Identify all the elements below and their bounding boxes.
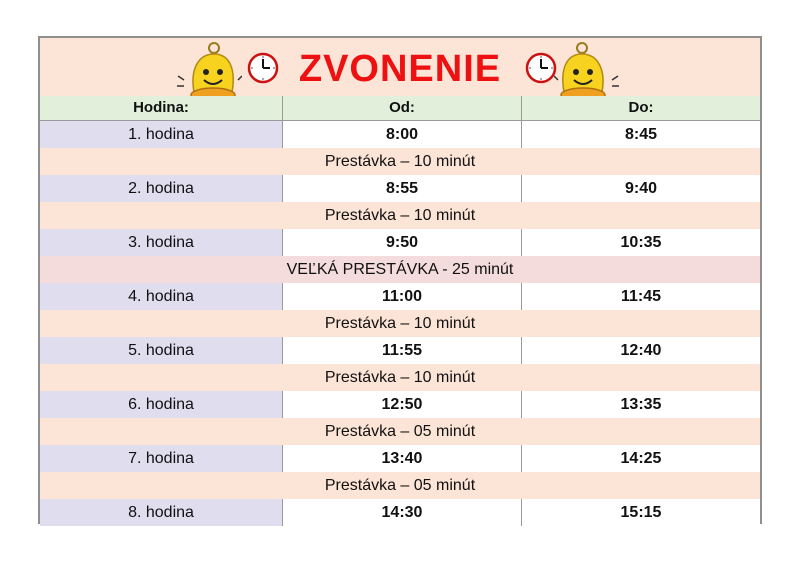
lesson-end-time: 12:40 xyxy=(522,337,760,364)
lesson-start-time: 8:55 xyxy=(283,175,522,202)
break-row xyxy=(40,202,760,230)
lesson-row xyxy=(40,229,760,257)
lesson-name: 1. hodina xyxy=(40,121,283,148)
schedule-sheet xyxy=(38,36,762,524)
lesson-row xyxy=(40,499,760,526)
lesson-start-time: 12:50 xyxy=(283,391,522,418)
lesson-end-time: 14:25 xyxy=(522,445,760,472)
lesson-end-time: 10:35 xyxy=(522,229,760,256)
break-label: Prestávka – 05 minút xyxy=(40,418,760,445)
break-label: Prestávka – 10 minút xyxy=(40,310,760,337)
lesson-start-time: 9:50 xyxy=(283,229,522,256)
lesson-name: 3. hodina xyxy=(40,229,283,256)
break-row xyxy=(40,148,760,176)
lesson-row xyxy=(40,445,760,473)
big-break-row xyxy=(40,256,760,284)
lesson-name: 8. hodina xyxy=(40,499,283,526)
lesson-row xyxy=(40,121,760,149)
title-band xyxy=(40,38,760,97)
lesson-row xyxy=(40,175,760,203)
lesson-end-time: 11:45 xyxy=(522,283,760,310)
lesson-name: 2. hodina xyxy=(40,175,283,202)
break-row xyxy=(40,364,760,392)
header-od: Od: xyxy=(283,96,522,121)
header-do: Do: xyxy=(522,96,760,121)
lesson-name: 4. hodina xyxy=(40,283,283,310)
page-title: ZVONENIE xyxy=(298,48,502,90)
lesson-name: 5. hodina xyxy=(40,337,283,364)
break-label: Prestávka – 10 minút xyxy=(40,364,760,391)
break-row xyxy=(40,418,760,446)
lesson-start-time: 11:00 xyxy=(283,283,522,310)
lesson-row xyxy=(40,337,760,365)
lesson-row xyxy=(40,283,760,311)
lesson-end-time: 8:45 xyxy=(522,121,760,148)
break-row xyxy=(40,472,760,500)
lesson-name: 7. hodina xyxy=(40,445,283,472)
lesson-end-time: 13:35 xyxy=(522,391,760,418)
clock-icon xyxy=(246,51,280,85)
lesson-end-time: 15:15 xyxy=(522,499,760,526)
lesson-name: 6. hodina xyxy=(40,391,283,418)
break-label: Prestávka – 10 minút xyxy=(40,202,760,229)
break-label: Prestávka – 10 minút xyxy=(40,148,760,175)
lesson-end-time: 9:40 xyxy=(522,175,760,202)
break-label: VEĽKÁ PRESTÁVKA - 25 minút xyxy=(40,256,760,283)
break-row xyxy=(40,310,760,338)
break-label: Prestávka – 05 minút xyxy=(40,472,760,499)
lesson-start-time: 14:30 xyxy=(283,499,522,526)
header-hodina: Hodina: xyxy=(40,96,283,121)
clock-icon xyxy=(524,51,558,85)
lesson-start-time: 13:40 xyxy=(283,445,522,472)
lesson-start-time: 11:55 xyxy=(283,337,522,364)
lesson-start-time: 8:00 xyxy=(283,121,522,148)
lesson-row xyxy=(40,391,760,419)
